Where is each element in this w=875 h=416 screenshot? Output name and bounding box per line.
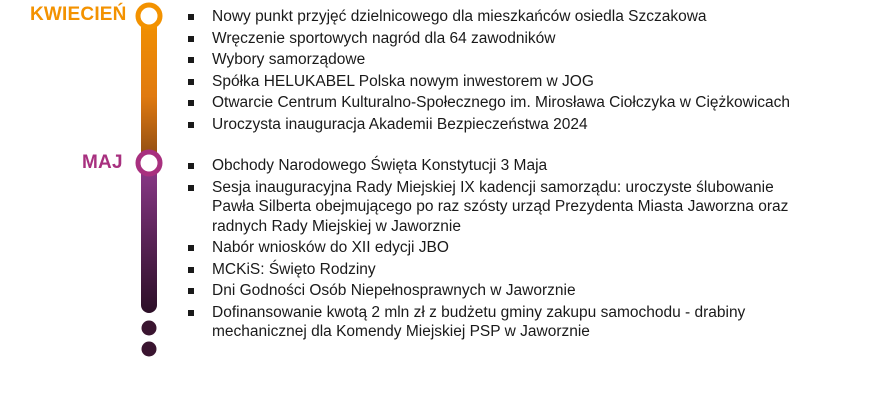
timeline-node-may — [138, 152, 160, 174]
list-item: Nowy punkt przyjęć dzielnicowego dla mieszkańców osiedla Szczakowa — [188, 7, 790, 27]
timeline-line-april — [141, 16, 157, 162]
event-list-april — [188, 7, 790, 136]
timeline-end-dot-1 — [142, 321, 157, 336]
list-item: Sesja inauguracyjna Rady Miejskiej IX kadencji samorządu: uroczyste ślubowanie Pawła Silberta obejmującego po raz szósty urząd Prezydenta Miasta Jaworzna oraz radnych Rady Miejskiej w Jaworznie — [188, 178, 812, 237]
list-item: Otwarcie Centrum Kulturalno-Społecznego im. Mirosława Ciołczyka w Ciężkowicach — [188, 93, 790, 113]
month-label-april: KWIECIEŃ — [30, 4, 127, 25]
list-item: Wręczenie sportowych nagród dla 64 zawodników — [188, 29, 790, 49]
timeline-line-may — [141, 162, 157, 313]
list-item: MCKiS: Święto Rodziny — [188, 260, 812, 280]
timeline-end-dot-2 — [142, 342, 157, 357]
month-label-may: MAJ — [82, 152, 123, 173]
list-item: Dofinansowanie kwotą 2 mln zł z budżetu gminy zakupu samochodu - drabiny mechanicznej dla Komendy Miejskiej PSP w Jaworznie — [188, 303, 812, 342]
timeline-node-april — [138, 5, 160, 27]
event-list-may — [188, 156, 812, 344]
list-item: Uroczysta inauguracja Akademii Bezpieczeństwa 2024 — [188, 115, 790, 135]
list-item: Spółka HELUKABEL Polska nowym inwestorem w JOG — [188, 72, 790, 92]
list-item: Wybory samorządowe — [188, 50, 790, 70]
list-item: Obchody Narodowego Święta Konstytucji 3 Maja — [188, 156, 812, 176]
list-item: Nabór wniosków do XII edycji JBO — [188, 238, 812, 258]
list-item: Dni Godności Osób Niepełnosprawnych w Jaworznie — [188, 281, 812, 301]
